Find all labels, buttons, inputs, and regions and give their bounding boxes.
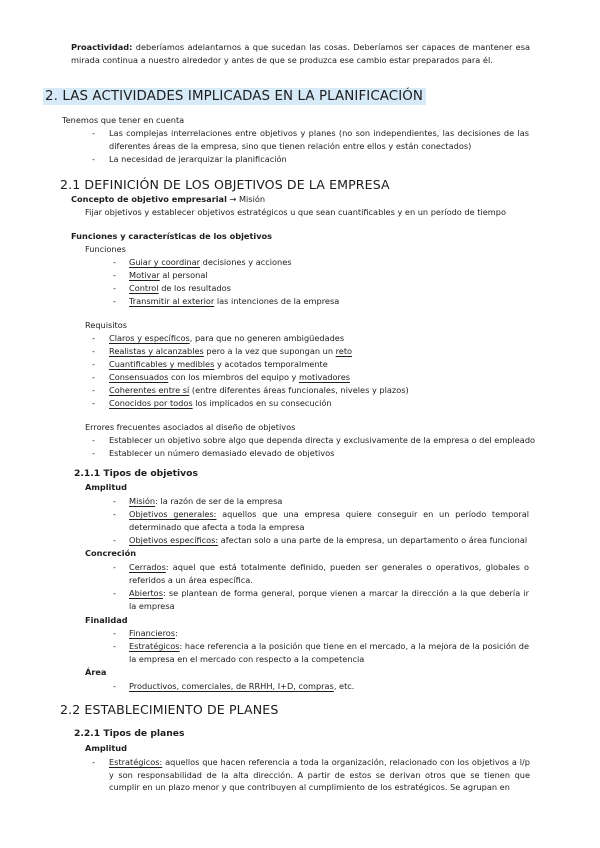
dash-glyph: - xyxy=(113,509,116,519)
amplitud-keyword: Objetivos generales: xyxy=(129,509,217,519)
amplitud-item xyxy=(129,534,549,547)
funcion-text: de los resultados xyxy=(158,283,231,293)
concepto-label: Concepto de objetivo empresarial xyxy=(71,194,227,204)
amplitud-item xyxy=(129,495,282,508)
dash-glyph: - xyxy=(92,346,95,356)
funcion-item xyxy=(129,295,339,308)
funcion-text: al personal xyxy=(159,270,208,280)
concepto-line xyxy=(71,193,265,206)
concrecion-label: Concreción xyxy=(85,548,137,558)
estrategicos-text: aquellos que hacen referencia a toda la organización, relacionado con los objetivos a l/p y son responsabilidad de la alta dirección. A partir de estos se derivan otros que se tienen que cumplir en un plazo menor y que contribuyen al cumplimiento de los estratégicos. Se agrupan en xyxy=(109,757,530,793)
funciones-title: Funciones y características de los objetivos xyxy=(71,231,273,241)
dash-glyph: - xyxy=(113,588,116,598)
funcion-keyword: Transmitir al exterior xyxy=(129,296,215,306)
funcion-text: las intenciones de la empresa xyxy=(214,296,340,306)
dash-glyph: - xyxy=(113,628,116,638)
dash-glyph: - xyxy=(113,641,116,651)
dash-glyph: - xyxy=(113,283,116,293)
funcion-keyword: Control xyxy=(129,283,159,293)
dash-glyph: - xyxy=(92,435,95,445)
concepto-text: Fijar objetivos y establecer objetivos estratégicos u que sean cuantificables y en un período de tiempo xyxy=(85,207,506,217)
intro-paragraph xyxy=(71,41,530,66)
concrecion-keyword: Abiertos xyxy=(129,588,163,598)
concrecion-text: : aquel que está totalmente definido, pueden ser generales o operativos, globales o referidos a un área específica. xyxy=(129,562,529,585)
requisitos-label: Requisitos xyxy=(85,320,128,330)
section-2-bullet-2: La necesidad de jerarquizar la planificación xyxy=(109,154,287,164)
dash-glyph: - xyxy=(92,448,95,458)
section-2-1-1-title: 2.1.1 Tipos de objetivos xyxy=(74,468,198,479)
funciones-label: Funciones xyxy=(85,244,126,254)
requisito-keyword: Coherentes entre sí xyxy=(109,385,190,395)
amplitud-item xyxy=(129,508,529,533)
dash-glyph: - xyxy=(92,385,95,395)
requisito-item xyxy=(109,332,344,345)
section-2-lead: Tenemos que tener en cuenta xyxy=(62,115,185,125)
requisito-item xyxy=(109,384,409,397)
planes-estrategicos-item xyxy=(109,756,530,794)
error-item: Establecer un número demasiado elevado de objetivos xyxy=(109,448,335,458)
funcion-item xyxy=(129,269,208,282)
requisito-item xyxy=(109,371,350,384)
dash-glyph: - xyxy=(113,270,116,280)
amplitud-text: afectan solo a una parte de la empresa, un departamento o área funcional xyxy=(218,535,528,545)
funcion-keyword: Motivar xyxy=(129,270,160,280)
area-text: , etc. xyxy=(333,681,355,691)
intro-text: deberíamos adelantarnos a que sucedan las cosas. Deberíamos ser capaces de mantener esa mirada continua a nuestro alrededor y antes de que se produzca ese cambio estar preparados para él. xyxy=(71,42,530,65)
requisito-keyword-2: motivadores xyxy=(299,372,351,382)
dash-glyph: - xyxy=(113,496,116,506)
requisito-text: los implicados en su consecución xyxy=(192,398,332,408)
section-2-1-title: 2.1 DEFINICIÓN DE LOS OBJETIVOS DE LA EMPRESA xyxy=(60,177,390,192)
amplitud-label: Amplitud xyxy=(85,482,127,492)
requisito-keyword: Realistas y alcanzables xyxy=(109,346,204,356)
dash-glyph: - xyxy=(113,535,116,545)
area-label: Área xyxy=(85,667,107,677)
area-item xyxy=(129,680,354,693)
dash-glyph: - xyxy=(92,372,95,382)
finalidad-keyword: Estratégicos xyxy=(129,641,180,651)
area-keyword: Productivos, comerciales, de RRHH, I+D, compras xyxy=(129,681,334,691)
amplitud-text: aquellos que una empresa quiere conseguir en un período temporal determinado que afecta a toda la empresa xyxy=(129,509,530,532)
requisito-keyword: Cuantificables y medibles xyxy=(109,359,215,369)
finalidad-keyword: Financieros xyxy=(129,628,176,638)
dash-glyph: - xyxy=(92,757,95,767)
concrecion-item xyxy=(129,561,529,586)
funcion-item xyxy=(129,256,292,269)
requisito-keyword: Consensuados xyxy=(109,372,169,382)
dash-glyph: - xyxy=(113,257,116,267)
estrategicos-keyword: Estratégicos: xyxy=(109,757,163,767)
amplitud-keyword: Misión xyxy=(129,496,156,506)
section-2-heading xyxy=(43,88,426,106)
section-2-2-title: 2.2 ESTABLECIMIENTO DE PLANES xyxy=(60,702,279,717)
dash-glyph: - xyxy=(92,128,95,138)
dash-glyph: - xyxy=(92,154,95,164)
finalidad-text: : hace referencia a la posición que tiene en el mercado, a la mejora de la posición de la empresa en el mercado con respecto a la competencia xyxy=(129,641,529,664)
errores-label: Errores frecuentes asociados al diseño de objetivos xyxy=(85,422,296,432)
requisito-item xyxy=(109,397,332,410)
section-2-bullet-1: Las complejas interrelaciones entre objetivos y planes (no son independientes, las decisiones de las diferentes áreas de la empresa, sino que tienen relación entre ellos y están conectados) xyxy=(109,128,529,151)
dash-glyph: - xyxy=(113,562,116,572)
requisito-item xyxy=(109,345,352,358)
requisito-text: pero a la vez que supongan un xyxy=(203,346,336,356)
requisito-text: con los miembros del equipo y xyxy=(168,372,300,382)
amplitud-text: : la razón de ser de la empresa xyxy=(155,496,283,506)
finalidad-item xyxy=(129,627,178,640)
requisito-keyword: Conocidos por todos xyxy=(109,398,193,408)
section-2-2-1-title: 2.2.1 Tipos de planes xyxy=(74,728,185,739)
planes-amplitud-label: Amplitud xyxy=(85,743,127,753)
dash-glyph: - xyxy=(92,333,95,343)
funcion-item xyxy=(129,282,231,295)
finalidad-label: Finalidad xyxy=(85,615,128,625)
requisito-text: , para que no generen ambigüedades xyxy=(189,333,345,343)
finalidad-item xyxy=(129,640,529,665)
concrecion-text: : se plantean de forma general, porque vienen a marcar la dirección a la que debería ir la empresa xyxy=(129,588,529,611)
funcion-keyword: Guiar y coordinar xyxy=(129,257,201,267)
intro-label: Proactividad: xyxy=(71,42,133,52)
arrow-icon: → xyxy=(229,194,237,204)
dash-glyph: - xyxy=(92,398,95,408)
concrecion-keyword: Cerrados xyxy=(129,562,166,572)
finalidad-text: : xyxy=(175,628,178,638)
requisito-keyword-2: reto xyxy=(335,346,353,356)
amplitud-keyword: Objetivos específicos: xyxy=(129,535,219,545)
requisito-keyword: Claros y específicos xyxy=(109,333,190,343)
requisito-item xyxy=(109,358,328,371)
dash-glyph: - xyxy=(113,681,116,691)
error-item: Establecer un objetivo sobre algo que dependa directa y exclusivamente de la empresa o del empleado xyxy=(109,435,536,445)
section-2-title: 2. LAS ACTIVIDADES IMPLICADAS EN LA PLANIFICACIÓN xyxy=(43,88,426,105)
dash-glyph: - xyxy=(92,359,95,369)
requisito-text: (entre diferentes áreas funcionales, niveles y plazos) xyxy=(189,385,409,395)
funcion-text: decisiones y acciones xyxy=(200,257,292,267)
concrecion-item xyxy=(129,587,529,612)
concepto-value: Misión xyxy=(238,194,266,204)
dash-glyph: - xyxy=(113,296,116,306)
requisito-text: y acotados temporalmente xyxy=(214,359,328,369)
